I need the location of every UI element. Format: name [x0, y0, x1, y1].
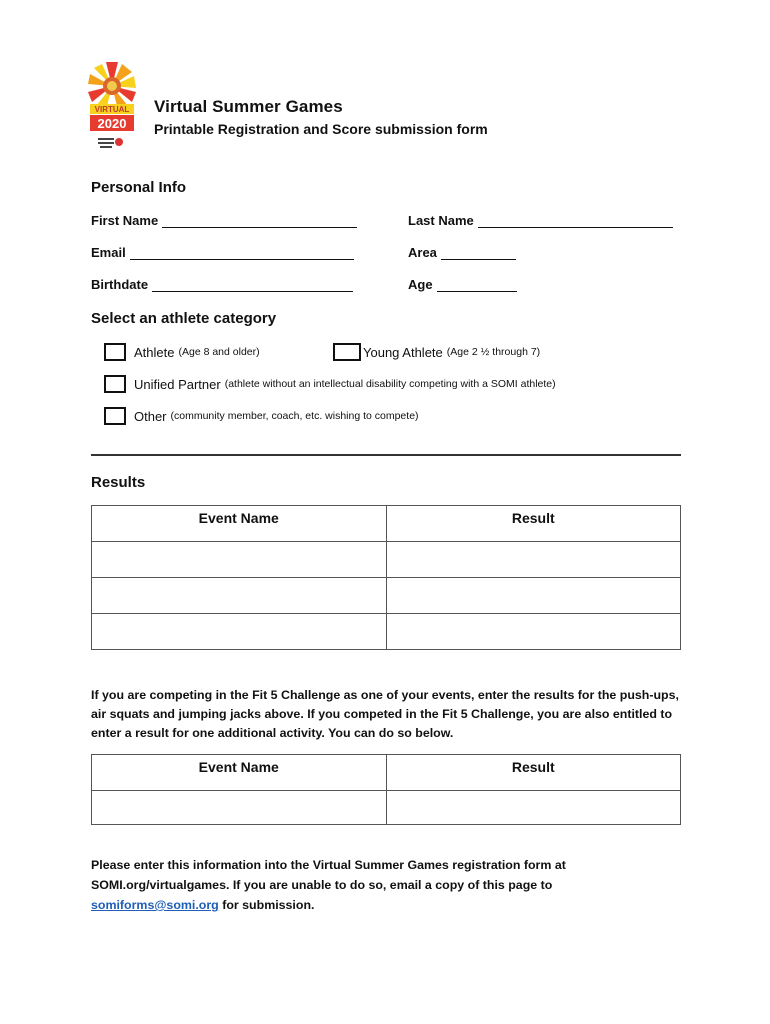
age-line[interactable]: [437, 279, 517, 292]
email-label: Email: [91, 245, 126, 260]
table-row: [92, 791, 681, 825]
other-checkbox[interactable]: [104, 407, 126, 425]
athlete-note: (Age 8 and older): [178, 346, 260, 358]
results-heading: Results: [91, 474, 146, 491]
additional-results-table: [91, 754, 681, 825]
athlete-label: Athlete: [134, 344, 175, 360]
young-athlete-checkbox[interactable]: [333, 343, 361, 361]
submission-text: Please enter this information into the Virtual Summer Games registration form at SOMI.org/virtualgames. If you are unable to do so, email a copy of this page to: [91, 858, 566, 892]
table-row: [92, 614, 681, 650]
event-name-cell[interactable]: [92, 614, 387, 650]
table-header-row: [92, 755, 681, 791]
other-note: (community member, coach, etc. wishing to compete): [170, 410, 419, 422]
category-other[interactable]: [104, 407, 419, 425]
event-name-header: Event Name: [92, 755, 387, 791]
svg-text:VIRTUAL: VIRTUAL: [94, 105, 130, 114]
last-name-line[interactable]: [478, 215, 673, 228]
table-row: [92, 542, 681, 578]
table-header-row: [92, 506, 681, 542]
age-field[interactable]: [408, 277, 517, 292]
page-title: Virtual Summer Games: [154, 97, 343, 116]
athlete-category-heading: Select an athlete category: [91, 310, 277, 327]
email-link[interactable]: somiforms@somi.org: [91, 898, 219, 912]
birthdate-label: Birthdate: [91, 277, 149, 292]
area-field[interactable]: [408, 245, 516, 260]
section-divider: [91, 454, 681, 456]
result-header: Result: [386, 506, 681, 542]
category-athlete[interactable]: [104, 343, 260, 361]
result-header: Result: [386, 755, 681, 791]
first-name-field[interactable]: [91, 213, 357, 228]
svg-text:2020: 2020: [97, 116, 127, 131]
birthdate-line[interactable]: [152, 279, 353, 292]
result-cell[interactable]: [386, 542, 681, 578]
area-label: Area: [408, 245, 437, 260]
table-row: [92, 578, 681, 614]
email-line[interactable]: [130, 247, 354, 260]
result-cell[interactable]: [386, 578, 681, 614]
area-line[interactable]: [441, 247, 516, 260]
last-name-label: Last Name: [408, 213, 474, 228]
submission-instructions: [91, 855, 651, 915]
birthdate-field[interactable]: [91, 277, 353, 292]
young-athlete-note: (Age 2 ½ through 7): [446, 346, 541, 358]
unified-partner-checkbox[interactable]: [104, 375, 126, 393]
event-name-cell[interactable]: [92, 542, 387, 578]
submission-text-end: for submission.: [222, 898, 315, 912]
result-cell[interactable]: [386, 614, 681, 650]
page-subtitle: Printable Registration and Score submission form: [154, 121, 488, 137]
young-athlete-label: Young Athlete: [363, 344, 443, 360]
first-name-line[interactable]: [162, 215, 357, 228]
category-unified-partner[interactable]: [104, 375, 556, 393]
email-field[interactable]: [91, 245, 354, 260]
result-cell[interactable]: [386, 791, 681, 825]
age-label: Age: [408, 277, 433, 292]
unified-partner-note: (athlete without an intellectual disability competing with a SOMI athlete): [224, 378, 556, 390]
event-name-header: Event Name: [92, 506, 387, 542]
event-name-cell[interactable]: [92, 578, 387, 614]
unified-partner-label: Unified Partner: [134, 376, 221, 392]
other-label: Other: [134, 408, 167, 424]
athlete-checkbox[interactable]: [104, 343, 126, 361]
event-name-cell[interactable]: [92, 791, 387, 825]
results-table: [91, 505, 681, 650]
personal-info-heading: Personal Info: [91, 179, 187, 196]
first-name-label: First Name: [91, 213, 159, 228]
last-name-field[interactable]: [408, 213, 673, 228]
category-young-athlete[interactable]: [333, 343, 540, 361]
virtual-games-logo: [84, 60, 140, 152]
fit5-instructions: If you are competing in the Fit 5 Challenge as one of your events, enter the results for the push-ups, air squats and jumping jacks above. If you competed in the Fit 5 Challenge, you are also entitled to enter a result for one additional activity. You can do so below.: [91, 688, 679, 740]
